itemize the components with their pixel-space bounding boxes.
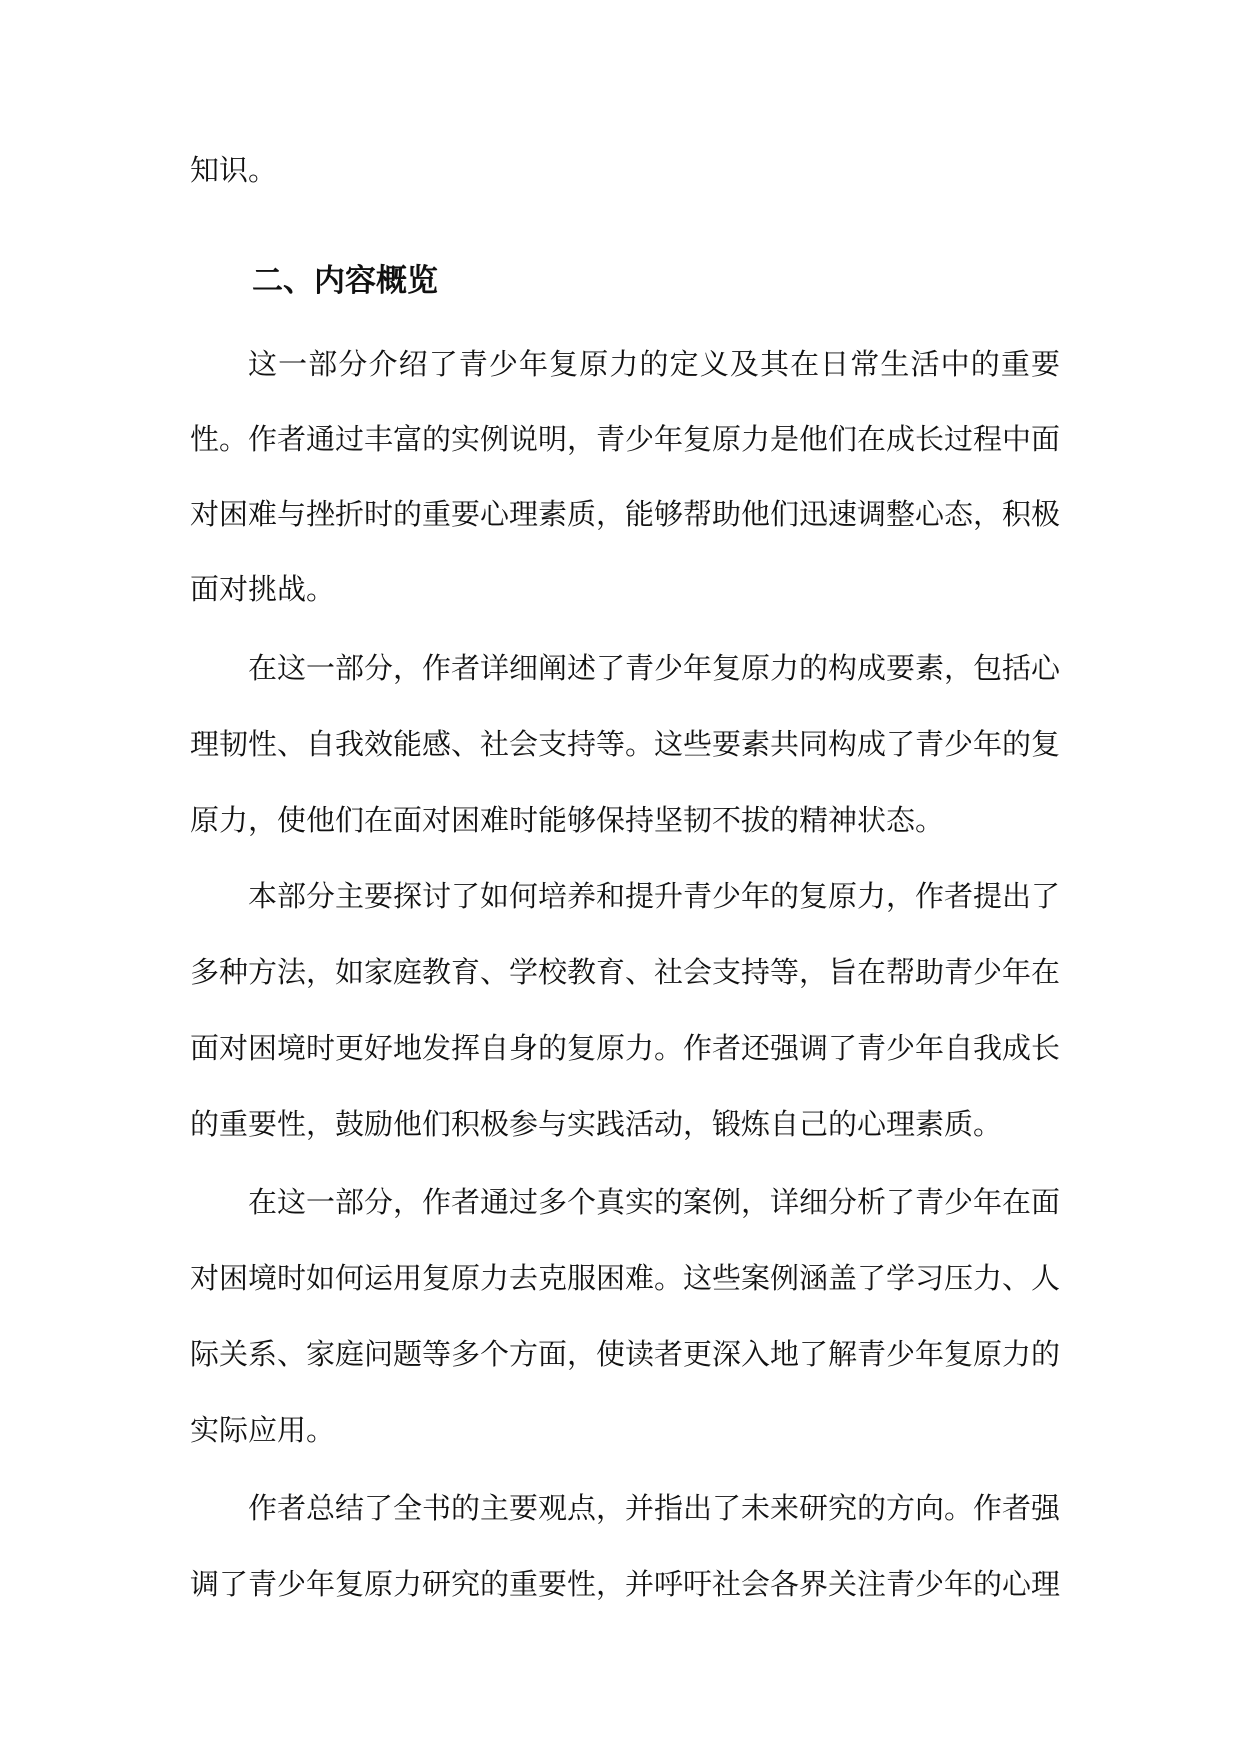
paragraph-line: 对困境时如何运用复原力去克服困难。这些案例涵盖了学习压力、人 [190, 1261, 1060, 1295]
paragraph-line: 对困难与挫折时的重要心理素质，能够帮助他们迅速调整心态，积极 [190, 497, 1060, 531]
paragraph-line: 作者总结了全书的主要观点，并指出了未来研究的方向。作者强 [248, 1491, 1060, 1525]
paragraph-line: 在这一部分，作者通过多个真实的案例，详细分析了青少年在面 [248, 1185, 1060, 1219]
paragraph-line: 多种方法，如家庭教育、学校教育、社会支持等，旨在帮助青少年在 [190, 955, 1060, 989]
paragraph-line: 性。作者通过丰富的实例说明，青少年复原力是他们在成长过程中面 [190, 422, 1060, 456]
paragraph-line: 原力，使他们在面对困难时能够保持坚韧不拔的精神状态。 [190, 803, 945, 837]
paragraph-line: 的重要性，鼓励他们积极参与实践活动，锻炼自己的心理素质。 [190, 1107, 1003, 1141]
continuation-line: 知识。 [190, 153, 278, 187]
paragraph-line: 在这一部分，作者详细阐述了青少年复原力的构成要素，包括心 [248, 651, 1060, 685]
paragraph-line: 调了青少年复原力研究的重要性，并呼吁社会各界关注青少年的心理 [190, 1567, 1060, 1601]
paragraph-line: 本部分主要探讨了如何培养和提升青少年的复原力，作者提出了 [248, 879, 1060, 913]
paragraph-line: 这一部分介绍了青少年复原力的定义及其在日常生活中的重要 [248, 347, 1060, 381]
paragraph-line: 实际应用。 [190, 1413, 336, 1447]
paragraph-line: 面对挑战。 [190, 572, 336, 606]
paragraph-line: 际关系、家庭问题等多个方面，使读者更深入地了解青少年复原力的 [190, 1337, 1060, 1371]
paragraph-line: 面对困境时更好地发挥自身的复原力。作者还强调了青少年自我成长 [190, 1031, 1060, 1065]
section-heading: 二、内容概览 [252, 263, 438, 299]
paragraph-line: 理韧性、自我效能感、社会支持等。这些要素共同构成了青少年的复 [190, 727, 1060, 761]
